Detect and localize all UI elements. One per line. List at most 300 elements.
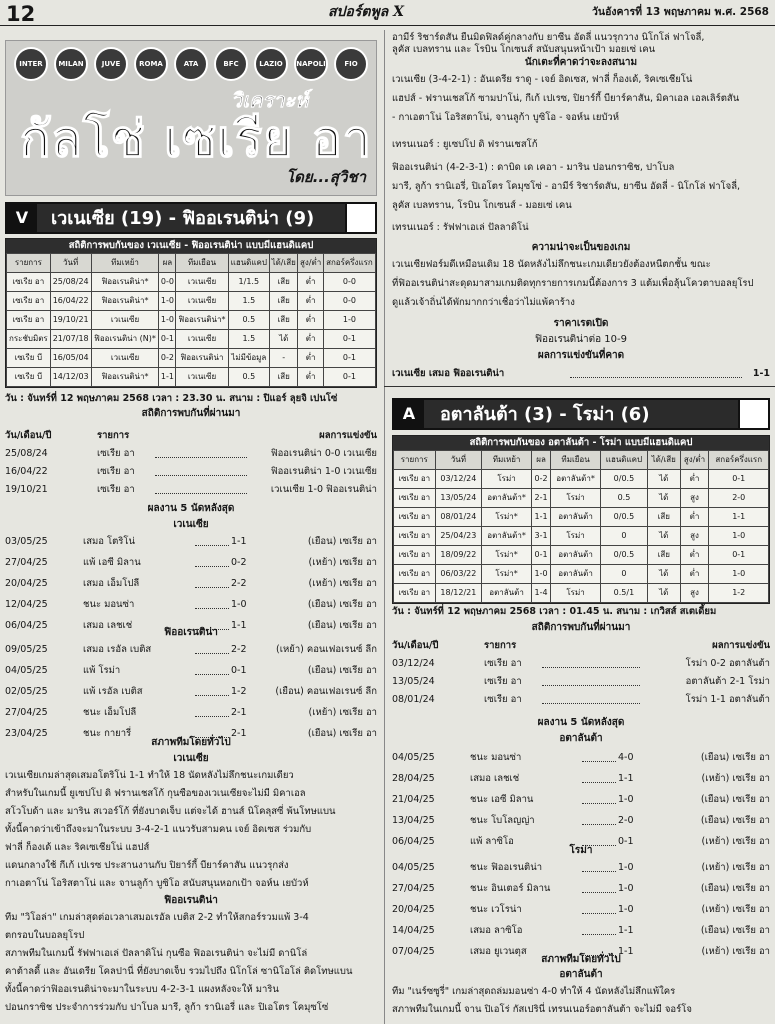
form-score: 1-1	[618, 925, 634, 936]
table-cell: 0/0.5	[600, 546, 647, 565]
past-date: 19/10/21	[5, 484, 48, 495]
table-cell: เซเรีย อา	[7, 311, 51, 330]
col-header: แฮนดิแคป	[600, 451, 647, 470]
text-line: คาต้าลดี้ และ อันเดรีย โคลปานี่ ที่ยังบาดเจ็บ รวมไปถึง นิโกโล่ ซานิโอโล่ ติดโทษแบน	[5, 966, 353, 977]
form-date: 27/04/25	[5, 557, 48, 568]
table-cell: 19/10/21	[50, 311, 91, 330]
table-cell: 18/12/21	[435, 584, 482, 603]
form-opponent: ชนะ อินเตอร์ มิลาน	[470, 883, 551, 894]
table-cell: 1/1.5	[228, 273, 269, 292]
form-date: 04/05/25	[392, 862, 435, 873]
table-cell: ต่ำ	[680, 508, 709, 527]
text-line: ฟาลี่ ก็องเด้ และ ริคเซเชียโน่ แฮปส์	[5, 842, 150, 853]
form-score: 4-0	[618, 752, 634, 763]
odds-text: ฟิออเรนติน่าต่อ 10-9	[534, 334, 628, 345]
roma-crest-icon	[738, 400, 768, 428]
table-cell: 0/0.5	[600, 470, 647, 489]
table-cell: เสีย	[269, 273, 298, 292]
table-row	[7, 368, 376, 387]
table-cell: 1-0	[709, 565, 769, 584]
table-cell: เสีย	[269, 368, 298, 387]
col-result-header: ผลการแข่งขัน	[319, 430, 377, 441]
table-cell: 0-1	[709, 470, 769, 489]
form-date: 04/05/25	[5, 665, 48, 676]
form-date: 03/05/25	[5, 536, 48, 547]
col-header: แฮนดิแคป	[228, 254, 269, 273]
form-venue-comp: (เหย้า) เซเรีย อา	[308, 557, 377, 568]
table-cell: 0-1	[323, 330, 375, 349]
club-crest-icon: BFC	[214, 47, 248, 81]
table-cell: อตาลันต้า*	[482, 527, 532, 546]
text-line: ปอนกราซิช ประจำการร่วมกับ ปาโบล มารี, ลูก้า รานิเอรี่ และ ปิเอโตร โคมุซโซ่	[5, 1002, 329, 1013]
table-row	[394, 546, 769, 565]
table-cell: 1-0	[531, 565, 550, 584]
form-date: 28/04/25	[392, 773, 435, 784]
leader-dots	[195, 665, 229, 675]
table-cell: 1-1	[531, 508, 550, 527]
form-venue-comp: (เยือน) เซเรีย อา	[700, 794, 770, 805]
form-score: 1-0	[618, 862, 634, 873]
table-cell: โรม่า	[551, 527, 601, 546]
form-venue-comp: (เยือน) เซเรีย อา	[307, 620, 377, 631]
match-title-bar	[5, 202, 377, 234]
form-date: 02/05/25	[5, 686, 48, 697]
form-opponent: ชนะ มอนซ่า	[83, 599, 135, 610]
leader-dots	[195, 644, 229, 654]
form-venue-comp: (เยือน) คอนเฟอเรนซ์ ลีก	[275, 686, 377, 697]
past-result: ฟิออเรนติน่า 0-0 เวเนเซีย	[270, 448, 377, 459]
form-score: 1-1	[231, 536, 247, 547]
form-score: 1-0	[618, 794, 634, 805]
section-heading: สภาพทีมโดยทั่วไป	[541, 954, 621, 965]
form-venue-comp: (เยือน) เซเรีย อา	[700, 883, 770, 894]
table-cell: ต่ำ	[680, 565, 709, 584]
text-line: ลูคัส เบลทราน, โรบิน โกเซนส์ - มอยเซ่ เคน	[392, 200, 572, 211]
text-line: แดนกลางใช้ กีเก้ เปเรซ ประสานงานกับ ปิยาร์กี้ บียาร์คาสัน แนวรุกส่ง	[5, 860, 289, 871]
past-result: โรม่า 1-1 อตาลันต้า	[685, 694, 770, 705]
issue-date: วันอังคารที่ 13 พฤษภาคม พ.ศ. 2568	[592, 6, 769, 18]
form-row	[392, 752, 770, 766]
match-title: เวเนเซีย (19) - ฟิออเรนติน่า (9)	[51, 208, 315, 229]
leader-dots	[195, 578, 229, 588]
table-cell: เวเนเซีย	[176, 330, 228, 349]
leader-dots	[155, 466, 247, 476]
table-cell: ต่ำ	[298, 330, 323, 349]
table-cell: 1-0	[159, 292, 176, 311]
form-opponent: ชนะ มอนซ่า	[470, 752, 522, 763]
section-heading: ราคาเรตเปิด	[553, 318, 609, 329]
table-row	[394, 470, 769, 489]
past-result: โรม่า 0-2 อตาลันต้า	[685, 658, 770, 669]
table-cell: 0-0	[323, 292, 375, 311]
banner-byline: โดย...สุวิชา	[286, 167, 366, 186]
table-caption: สถิติการพบกันของ อตาลันต้า - โรม่า แบบมีแฮนดิแคป	[393, 436, 769, 450]
table-cell: ต่ำ	[298, 292, 323, 311]
team-subheading: อตาลันต้า	[559, 733, 603, 744]
text-line: ทั้งนี้คาดว่าฟิออเรนติน่าจะมาในระบบ 4-2-3-1 แผงหลังจะให้ มาริน	[5, 984, 279, 995]
table-cell: ต่ำ	[298, 273, 323, 292]
table-cell: 1-0	[323, 311, 375, 330]
match-title-bar	[392, 398, 770, 430]
form-opponent: เสมอ ยูเวนตุส	[470, 946, 527, 957]
form-date: 12/04/25	[5, 599, 48, 610]
table-cell: 0-1	[323, 349, 375, 368]
table-cell: เสีย	[269, 311, 298, 330]
form-opponent: เสมอ ลาซิโอ	[470, 925, 523, 936]
form-opponent: เสมอ เลชเช่	[470, 773, 520, 784]
past-result: ฟิออเรนติน่า 1-0 เวเนเซีย	[270, 466, 377, 477]
form-row	[392, 883, 770, 897]
table-cell: 0.5/1	[600, 584, 647, 603]
form-row	[5, 599, 377, 613]
text-line: ฟิออเรนติน่า (4-2-3-1) : ดาบิด เด เคอา - มาริน ปอนกราซิช, ปาโบล	[392, 162, 675, 173]
table-cell: โรม่า	[482, 470, 532, 489]
table-cell: 0-1	[323, 368, 375, 387]
past-date: 25/08/24	[5, 448, 48, 459]
past-competition: เซเรีย อา	[97, 448, 135, 459]
table-cell: 1-0	[159, 311, 176, 330]
match-info: วัน : จันทร์ที่ 12 พฤษภาคม 2568 เวลา : 01.45 น. สนาม : เกวิสส์ สเตเดี้ยม	[392, 606, 717, 617]
leader-dots	[582, 794, 616, 804]
table-cell: อตาลันต้า	[551, 565, 601, 584]
form-row	[392, 815, 770, 829]
form-score: 2-1	[231, 707, 247, 718]
page-number: 12	[6, 2, 36, 26]
table-cell: เซเรีย อา	[394, 527, 436, 546]
table-cell: 2-0	[709, 489, 769, 508]
table-cell: 21/07/18	[50, 330, 91, 349]
team-subheading: เวเนเซีย	[173, 753, 209, 764]
section-heading: ผลการแข่งขันที่คาด	[537, 350, 625, 361]
text-line: สภาพทีมในเกมนี้ จาน ปิเอโร่ กัสเปรินี่ เทรนเนอร์อตาลันต้า จะไม่มี จอร์โจ	[392, 1004, 692, 1015]
text-line: กาเอตาโน่ โอริสตาโน่ และ จานลูก้า บูซิโอ สนับสนุนหอกเป้า จอห์น เยบัวห์	[5, 878, 309, 889]
venezia-crest-icon: V	[7, 204, 37, 232]
text-line: ลูคัส เบลทราน และ โรบิน โกเซนส์ สนับสนุนหน้าเป้า มอยเซ่ เคน	[392, 44, 656, 55]
text-line: สภาพทีมในเกมนี้ รัฟฟาเอเล่ ปัลลาดิโน่ กุนซือ ฟิออเรนติน่า จะไม่มี ดานิโล่	[5, 948, 308, 959]
form-score: 1-0	[618, 904, 634, 915]
h2h-handicap-table	[5, 238, 377, 388]
table-cell: ได้	[647, 565, 680, 584]
leader-dots	[155, 484, 247, 494]
table-cell: 0	[600, 565, 647, 584]
form-venue-comp: (เหย้า) เซเรีย อา	[701, 862, 770, 873]
form-score: 1-0	[231, 599, 247, 610]
leader-dots	[195, 707, 229, 717]
table-cell: ฟิออเรนติน่า (N)*	[91, 330, 159, 349]
text-line: ที่ฟิออเรนติน่าสะดุดมาสามเกมติดทุกรายการเกมนี้ต้องการ 3 แต้มเพื่อลุ้นโควตาบอลยุโรป	[392, 278, 754, 289]
form-date: 13/04/25	[392, 815, 435, 826]
column-divider	[384, 30, 385, 1024]
table-cell: ได้	[269, 330, 298, 349]
table-cell: เสีย	[647, 508, 680, 527]
form-opponent: แพ้ โรม่า	[83, 665, 121, 676]
form-venue-comp: (เหย้า) เซเรีย อา	[308, 707, 377, 718]
team-subheading: โรม่า	[569, 845, 593, 856]
col-header: วันที่	[435, 451, 482, 470]
table-cell: 0-2	[531, 470, 550, 489]
form-date: 20/04/25	[5, 578, 48, 589]
fiorentina-crest-icon	[345, 204, 375, 232]
section-heading: สถิติการพบกันที่ผ่านมา	[531, 622, 631, 633]
table-row	[7, 273, 376, 292]
text-line: สโวโบด้า และ มาริน สเวอร์โก้ ที่ยังบาดเจ็บ แต่จะได้ ฮานส์ นิโคลุสซี่ พ้นโทษแบน	[5, 806, 336, 817]
table-cell: เวเนเซีย	[176, 368, 228, 387]
table-cell: 14/12/03	[50, 368, 91, 387]
col-header: สูง/ต่ำ	[680, 451, 709, 470]
table-cell: ฟิออเรนติน่า*	[91, 368, 159, 387]
section-rule	[384, 386, 775, 387]
table-cell: อตาลันต้า	[482, 584, 532, 603]
leader-dots	[195, 686, 229, 696]
table-row	[394, 527, 769, 546]
form-venue-comp: (เหย้า) เซเรีย อา	[701, 904, 770, 915]
past-date: 08/01/24	[392, 694, 435, 705]
form-opponent: แพ้ ลาซิโอ	[470, 836, 514, 847]
table-cell: ต่ำ	[680, 470, 709, 489]
past-match-row	[392, 694, 770, 708]
text-line: อามีร์ ริชาร์ดสัน ยืนมิดฟิลด์คู่กลางกับ ยาซีน อัดลี่ แนวรุกวาง นิโกโล่ ฟาโจลี่,	[392, 32, 705, 43]
form-date: 04/05/25	[392, 752, 435, 763]
col-header: ทีมเหย้า	[482, 451, 532, 470]
table-row	[7, 330, 376, 349]
club-crest-icon: MILAN	[54, 47, 88, 81]
team-subheading: ฟิออเรนติน่า	[164, 627, 218, 638]
table-cell: ต่ำ	[298, 311, 323, 330]
table-cell: อตาลันต้า*	[482, 489, 532, 508]
leader-dots	[542, 676, 640, 686]
banner-kicker: วิเคราะห์	[231, 88, 309, 112]
text-line: - กาเอตาโน่ โอริสตาโน่, จานลูก้า บูซิโอ - จอห์น เยบัวห์	[392, 112, 620, 123]
table-cell: ได้	[647, 584, 680, 603]
table-cell: เสีย	[647, 546, 680, 565]
team-subheading: อตาลันต้า	[559, 969, 603, 980]
table-cell: โรม่า*	[482, 565, 532, 584]
leader-dots	[582, 815, 616, 825]
form-opponent: ชนะ ฟิออเรนติน่า	[470, 862, 543, 873]
table-cell: อตาลันต้า*	[551, 470, 601, 489]
table-cell: ฟิออเรนติน่า*	[91, 273, 159, 292]
col-header: ได้/เสีย	[269, 254, 298, 273]
table-cell: กระชับมิตร	[7, 330, 51, 349]
past-match-row	[5, 466, 377, 480]
table-cell: โรม่า*	[482, 546, 532, 565]
table-cell: เวเนเซีย	[91, 349, 159, 368]
col-header: สูง/ต่ำ	[298, 254, 323, 273]
coach-line: เทรนเนอร์ : รัฟฟาเอเล่ ปัลลาดิโน่	[392, 222, 529, 233]
past-date: 16/04/22	[5, 466, 48, 477]
past-date: 03/12/24	[392, 658, 435, 669]
h2h-handicap-table	[392, 435, 770, 604]
leader-dots	[582, 752, 616, 762]
col-header: สกอร์ครึ่งแรก	[709, 451, 769, 470]
col-header: ทีมเยือน	[551, 451, 601, 470]
club-crests	[14, 47, 370, 83]
table-cell: เวเนเซีย	[91, 311, 159, 330]
text-line: สำหรับในเกมนี้ ยูเซปโป ดิ ฟรานเชสโก้ กุนซือของเวเนเซียจะไม่มี มิคาเอล	[5, 788, 306, 799]
past-header-row	[5, 430, 377, 444]
club-crest-icon: NAPOLI	[294, 47, 328, 81]
table-cell: เซเรีย อา	[394, 546, 436, 565]
past-competition: เซเรีย อา	[484, 658, 522, 669]
form-venue-comp: (เยือน) เซเรีย อา	[307, 599, 377, 610]
table-row	[7, 311, 376, 330]
table-header-row	[7, 254, 376, 273]
coach-line: เทรนเนอร์ : ยูเซปโป ดิ ฟรานเชสโก้	[392, 139, 538, 150]
form-score: 0-1	[618, 836, 634, 847]
table-cell: เซเรีย อา	[7, 273, 51, 292]
text-line: ทีม "วิโอล่า" เกมล่าสุดต่อเวลาเสมอเรอัล เบติส 2-2 ทำให้สกอร์รวมแพ้ 3-4	[5, 912, 309, 923]
leader-dots	[195, 557, 229, 567]
table-cell: ได้	[647, 470, 680, 489]
table-cell: 0.5	[600, 489, 647, 508]
text-line: ดูแล้วเจ้าถิ่นได้พักมากกว่าเชื่อว่าไม่แพ้คาร้าง	[392, 297, 575, 308]
section-heading: ผลงาน 5 นัดหลังสุด	[147, 503, 235, 514]
form-venue-comp: (เยือน) เซเรีย อา	[700, 815, 770, 826]
section-banner	[5, 40, 377, 196]
col-header: ทีมเหย้า	[91, 254, 159, 273]
table-cell: 0-1	[531, 546, 550, 565]
table-row	[7, 349, 376, 368]
match-title: อตาลันต้า (3) - โรม่า (6)	[440, 404, 650, 425]
table-cell: 1-0	[709, 527, 769, 546]
leader-dots	[582, 925, 616, 935]
form-score: 1-0	[618, 883, 634, 894]
past-match-row	[392, 676, 770, 690]
form-date: 06/04/25	[392, 836, 435, 847]
past-date: 13/05/24	[392, 676, 435, 687]
col-comp-header: รายการ	[97, 430, 130, 441]
table-row	[394, 508, 769, 527]
section-heading: ความน่าจะเป็นของเกม	[531, 242, 631, 253]
table-cell: สูง	[680, 584, 709, 603]
table-cell: เวเนเซีย	[176, 292, 228, 311]
table-cell: สูง	[680, 527, 709, 546]
table-cell: 16/04/22	[50, 292, 91, 311]
table-cell: ไม่มีข้อมูล	[228, 349, 269, 368]
table-cell: 0-0	[159, 273, 176, 292]
form-opponent: ชนะ เอ็มโปลี	[83, 707, 137, 718]
leader-dots	[582, 883, 616, 893]
form-opponent: ชนะ โบโลญญ่า	[470, 815, 535, 826]
table-cell: โรม่า	[551, 489, 601, 508]
table-cell: 0-1	[709, 546, 769, 565]
table-row	[394, 565, 769, 584]
past-result: อตาลันต้า 2-1 โรม่า	[685, 676, 770, 687]
form-venue-comp: (เยือน) เซเรีย อา	[700, 752, 770, 763]
form-row	[5, 536, 377, 550]
form-venue-comp: (เหย้า) เซเรีย อา	[701, 773, 770, 784]
past-result: เวเนเซีย 1-0 ฟิออเรนติน่า	[270, 484, 377, 495]
form-date: 09/05/25	[5, 644, 48, 655]
newspaper-logo: สปอร์ตพูล X	[328, 4, 404, 20]
form-row	[392, 904, 770, 918]
predicted-result	[392, 368, 770, 382]
form-score: 1-1	[618, 946, 634, 957]
leader-dots	[582, 904, 616, 914]
table-cell: 0/0.5	[600, 508, 647, 527]
table-cell: ฟิออเรนติน่า*	[91, 292, 159, 311]
form-score: 2-1	[231, 728, 247, 739]
table-cell: สูง	[680, 489, 709, 508]
predicted-text: เวเนเซีย เสมอ ฟิออเรนติน่า	[392, 368, 505, 379]
form-date: 23/04/25	[5, 728, 48, 739]
form-date: 07/04/25	[392, 946, 435, 957]
table-cell: 03/12/24	[435, 470, 482, 489]
section-heading: สภาพทีมโดยทั่วไป	[151, 737, 231, 748]
club-crest-icon: JUVE	[94, 47, 128, 81]
leader-dots	[570, 368, 742, 378]
past-competition: เซเรีย อา	[484, 676, 522, 687]
past-match-row	[5, 484, 377, 498]
predicted-score: 1-1	[752, 368, 770, 379]
table-cell: เซเรีย บี	[7, 349, 51, 368]
table-cell: -	[269, 349, 298, 368]
leader-dots	[542, 694, 640, 704]
club-crest-icon: ROMA	[134, 47, 168, 81]
form-score: 0-1	[231, 665, 247, 676]
table-cell: 0	[600, 527, 647, 546]
text-line: ตกรอบในบอลยุโรป	[5, 930, 85, 941]
form-venue-comp: (เยือน) เซเรีย อา	[307, 536, 377, 547]
col-header: ได้/เสีย	[647, 451, 680, 470]
section-heading: สถิติการพบกันที่ผ่านมา	[141, 408, 241, 419]
form-venue-comp: (เหย้า) เซเรีย อา	[701, 836, 770, 847]
team-subheading: เวเนเซีย	[173, 519, 209, 530]
table-cell: 25/04/23	[435, 527, 482, 546]
form-date: 14/04/25	[392, 925, 435, 936]
table-cell: ฟิออเรนติน่า	[176, 349, 228, 368]
table-cell: โรม่า	[551, 584, 601, 603]
table-cell: 1-4	[531, 584, 550, 603]
table-cell: 06/03/22	[435, 565, 482, 584]
col-header: รายการ	[7, 254, 51, 273]
form-row	[392, 773, 770, 787]
table-cell: 0-2	[159, 349, 176, 368]
table-cell: ต่ำ	[298, 368, 323, 387]
section-heading: นักเตะที่คาดว่าจะลงสนาม	[524, 57, 638, 68]
match-info: วัน : จันทร์ที่ 12 พฤษภาคม 2568 เวลา : 23.30 น. สนาม : ปิแอร์ ลุยจิ เปนโซ่	[5, 393, 338, 404]
col-header: รายการ	[394, 451, 436, 470]
form-opponent: เสมอ เอ็มโปลี	[83, 578, 140, 589]
table-cell: ฟิออเรนติน่า*	[176, 311, 228, 330]
leader-dots	[542, 658, 640, 668]
table-cell: 0.5	[228, 368, 269, 387]
col-header: ผล	[531, 451, 550, 470]
table-cell: ได้	[647, 489, 680, 508]
table-cell: ต่ำ	[298, 349, 323, 368]
form-score: 1-1	[618, 773, 634, 784]
form-date: 27/04/25	[392, 883, 435, 894]
form-date: 06/04/25	[5, 620, 48, 631]
table-row	[7, 292, 376, 311]
table-cell: 0-0	[323, 273, 375, 292]
table-cell: อตาลันต้า	[551, 508, 601, 527]
atalanta-crest-icon: A	[394, 400, 424, 428]
col-comp-header: รายการ	[484, 640, 517, 651]
club-crest-icon: INTER	[14, 47, 48, 81]
leader-dots	[155, 448, 247, 458]
club-crest-icon: ATA	[174, 47, 208, 81]
past-match-row	[5, 448, 377, 462]
col-header: สกอร์ครึ่งแรก	[323, 254, 375, 273]
table-cell: 0.5	[228, 311, 269, 330]
text-line: ทั้งนี้คาดว่าเข้าถึงจะมาในระบบ 3-4-2-1 แนวรับสามคน เจย์ อิดเซส ร่วมกับ	[5, 824, 312, 835]
col-header: ทีมเยือน	[176, 254, 228, 273]
text-line: แฮปส์ - ฟรานเชสโก้ ซามปาโน่, กีเก้ เปเรซ, ปิยาร์กี้ บียาร์คาสัน, มิคาเอล เอลเลิร์ตสัน	[392, 93, 740, 104]
form-opponent: เสมอ เรอัล เบติส	[83, 644, 152, 655]
form-venue-comp: (เหย้า) คอนเฟอเรนซ์ ลีก	[276, 644, 377, 655]
form-date: 21/04/25	[392, 794, 435, 805]
